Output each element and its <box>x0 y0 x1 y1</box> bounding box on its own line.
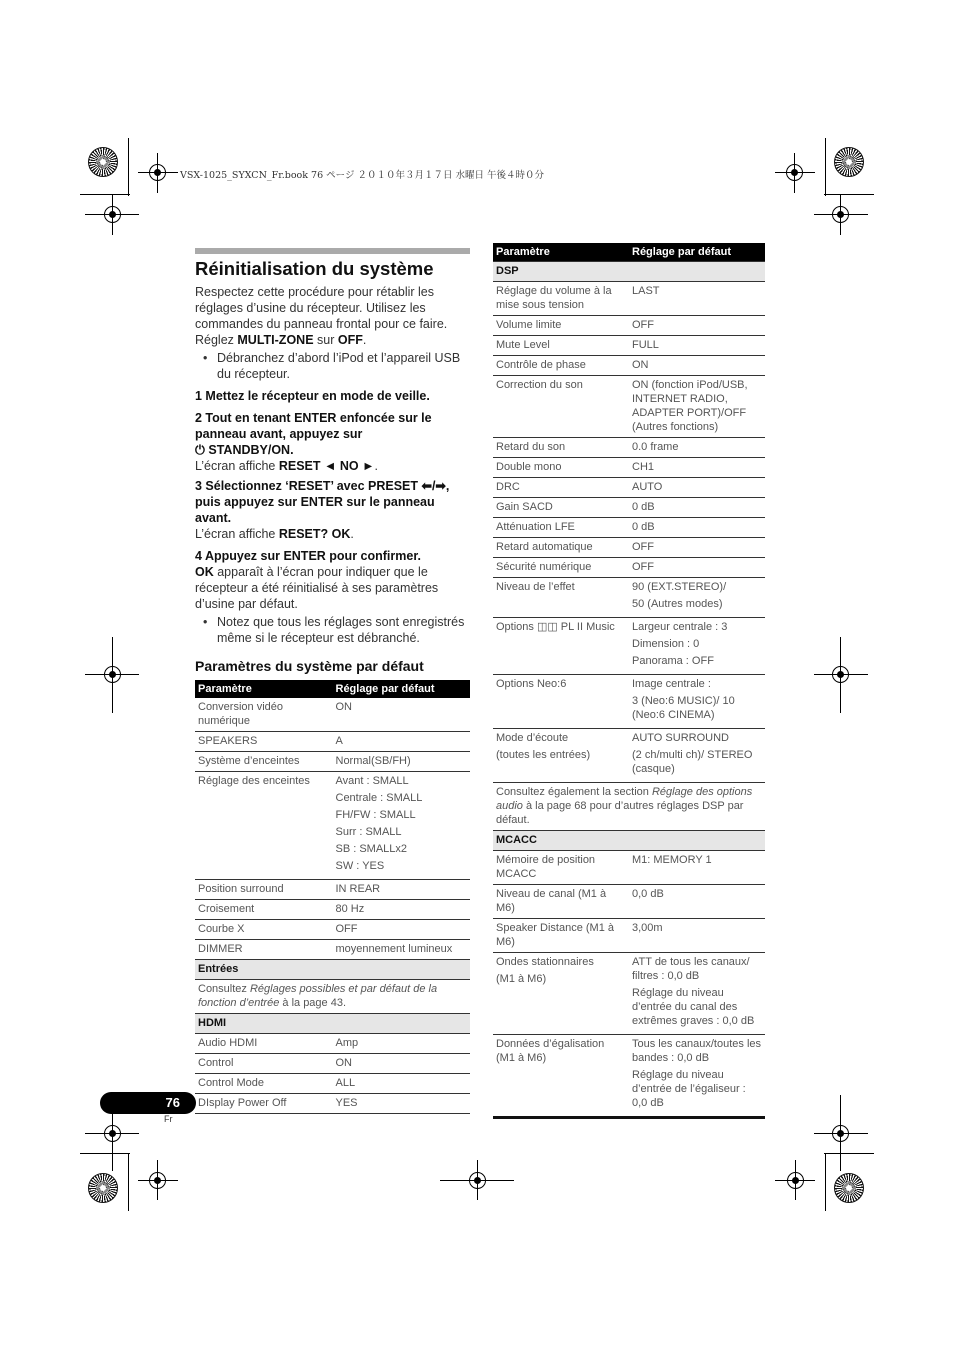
table-row <box>493 478 765 498</box>
cell-param: Options ◫◫ PL II Music <box>493 618 629 675</box>
cell-param: Control Mode <box>195 1074 333 1094</box>
table-row <box>493 729 765 783</box>
section-subtitle: Paramètres du système par défaut <box>195 658 424 674</box>
cell-value: 3,00m <box>629 919 765 953</box>
section-label: Entrées <box>195 960 470 980</box>
table-row <box>195 752 470 772</box>
value-line: Largeur centrale : 3 <box>632 621 728 633</box>
cell-param: Control <box>195 1054 333 1074</box>
intro-text: . <box>362 333 367 347</box>
note-text: L’écran affiche <box>195 527 279 541</box>
cell-param: Speaker Distance (M1 à M6) <box>493 919 629 953</box>
print-header: VSX-1025_SYXCN_Fr.book 76 ページ ２０１０年３月１７日 水曜日 午後４時０分 <box>180 170 545 181</box>
table-row <box>195 698 470 732</box>
defaults-table-1 <box>195 680 470 1114</box>
cell-param: DRC <box>493 478 629 498</box>
cell-param: Système d’enceintes <box>195 752 333 772</box>
cell-value: ON <box>629 356 765 376</box>
cell-param: Retard du son <box>493 438 629 458</box>
left-column <box>195 248 470 1114</box>
cell-value: 0 dB <box>629 518 765 538</box>
step-2-note <box>195 458 470 474</box>
table-row <box>195 772 470 880</box>
section-label: HDMI <box>195 1014 470 1034</box>
note-text: . <box>374 459 378 473</box>
crosshair-icon <box>85 637 139 713</box>
table-row <box>195 732 470 752</box>
intro-bold: OFF <box>337 333 363 347</box>
crosshair-icon <box>775 153 815 193</box>
value-line: ATT de tous les canaux/ filtres : 0,0 dB <box>632 956 750 982</box>
param-line: (M1 à M6) <box>496 973 547 985</box>
table-row <box>195 880 470 900</box>
table-row <box>195 1034 470 1054</box>
value-line: 90 (EXT.STEREO)/ <box>632 581 727 593</box>
step-4-note <box>195 564 470 612</box>
registration-sunburst-icon <box>88 1173 118 1203</box>
cell-param: DIMMER <box>195 940 333 960</box>
crosshair-icon <box>440 1160 514 1200</box>
cell-param: Options Neo:6 <box>493 675 629 729</box>
cell-param: DIsplay Power Off <box>195 1094 333 1114</box>
cell-value <box>629 618 765 675</box>
language-label: Fr <box>164 1114 173 1124</box>
value-line: Surr : SMALL <box>335 826 402 838</box>
note-text: Consultez <box>198 983 250 995</box>
intro-text: Respectez cette procédure pour rétablir les réglages d’usine du récepteur. Utilisez les commandes du panneau frontal pour ce faire. Réglez <box>195 285 448 347</box>
cell-param: Double mono <box>493 458 629 478</box>
cell-param: Données d’égalisation (M1 à M6) <box>493 1035 629 1118</box>
page-number-badge <box>100 1092 196 1114</box>
right-column <box>493 243 765 1119</box>
cell-value: YES <box>333 1094 471 1114</box>
cell-value: moyennement lumineux <box>333 940 471 960</box>
crosshair-icon <box>814 1095 868 1171</box>
value-line: AUTO SURROUND <box>632 732 729 744</box>
cell-param: Niveau de canal (M1 à M6) <box>493 885 629 919</box>
trim-mark <box>825 138 826 196</box>
value-line: (2 ch/multi ch)/ STEREO (casque) <box>632 749 753 775</box>
table-header <box>195 680 470 698</box>
cell-param: Courbe X <box>195 920 333 940</box>
param-line: Ondes stationnaires <box>496 956 594 968</box>
registration-sunburst-icon <box>834 1173 864 1203</box>
table-row <box>493 438 765 458</box>
cell-value: LAST <box>629 282 765 316</box>
cell-value <box>629 729 765 783</box>
value-line: Centrale : SMALL <box>335 792 423 804</box>
cell-value: OFF <box>629 558 765 578</box>
intro-bold: MULTI-ZONE <box>237 333 314 347</box>
value-line: Image centrale : <box>632 678 711 690</box>
step-2b <box>195 442 470 458</box>
table-row <box>493 316 765 336</box>
cell-value: OFF <box>629 538 765 558</box>
note-text: apparaît à l’écran pour indiquer que le récepteur a été réinitialisé à ses paramètres d’usine par défaut. <box>195 565 439 611</box>
cell-param: Réglage du volume à la mise sous tension <box>493 282 629 316</box>
cell-value: Amp <box>333 1034 471 1054</box>
table-row <box>493 558 765 578</box>
trim-mark <box>128 138 129 196</box>
cell-value: M1: MEMORY 1 <box>629 851 765 885</box>
table-row <box>493 675 765 729</box>
registration-sunburst-icon <box>834 147 864 177</box>
table-note <box>195 980 470 1014</box>
value-line: Réglage du niveau d’entrée de l’égaliseur : 0,0 dB <box>632 1069 746 1109</box>
cell-param: Gain SACD <box>493 498 629 518</box>
table-row <box>493 518 765 538</box>
table-row <box>493 498 765 518</box>
note-bold: OK <box>195 565 214 579</box>
cell-value <box>333 772 471 880</box>
note-text: Consultez également la section <box>496 786 652 798</box>
cell-value <box>629 675 765 729</box>
crosshair-icon <box>814 637 868 713</box>
cell-value: IN REAR <box>333 880 471 900</box>
value-line: Panorama : OFF <box>632 655 714 667</box>
cell-param: Niveau de l’effet <box>493 578 629 618</box>
cell-value: 0,0 dB <box>629 885 765 919</box>
cell-value: OFF <box>333 920 471 940</box>
cell-value: FULL <box>629 336 765 356</box>
step-3: 3 Sélectionnez ‘RESET’ avec PRESET ⬅/➡, puis appuyez sur ENTER sur le panneau avant. <box>195 479 450 525</box>
value-line: 3 (Neo:6 MUSIC)/ 10 (Neo:6 CINEMA) <box>632 695 735 721</box>
value-line: FH/FW : SMALL <box>335 809 416 821</box>
cell-param: Volume limite <box>493 316 629 336</box>
intro-text: sur <box>313 333 338 347</box>
table-row <box>493 953 765 1035</box>
cell-param: Mute Level <box>493 336 629 356</box>
table-row <box>493 578 765 618</box>
table-row <box>493 885 765 919</box>
step-4: 4 Appuyez sur ENTER pour confirmer. <box>195 549 421 563</box>
note-bold: RESET ◄ NO ► <box>278 459 375 473</box>
cell-value: A <box>333 732 471 752</box>
bullet-item: • Notez que tous les réglages sont enregistrés même si le récepteur est débranché. <box>195 614 470 646</box>
section-label: MCACC <box>493 831 765 851</box>
cell-param: Sécurité numérique <box>493 558 629 578</box>
page-number: 76 <box>165 1095 180 1110</box>
page-title: Réinitialisation du système <box>195 258 434 279</box>
defaults-table-2 <box>493 243 765 1119</box>
crosshair-icon <box>775 1160 815 1200</box>
cell-value: OFF <box>629 316 765 336</box>
note-italic: Réglage des options audio <box>496 786 753 812</box>
table-section <box>493 262 765 282</box>
cell-param: Position surround <box>195 880 333 900</box>
note-italic: Réglages possibles et par défaut de la fonction d’entrée <box>198 983 438 1009</box>
cell-param <box>493 729 629 783</box>
cell-param: Conversion vidéo numérique <box>195 698 333 732</box>
registration-sunburst-icon <box>88 147 118 177</box>
note-cell <box>493 783 765 831</box>
table-row <box>493 851 765 885</box>
note-cell <box>195 980 470 1014</box>
cell-param: Correction du son <box>493 376 629 438</box>
value-line: SW : YES <box>335 860 385 872</box>
table-header <box>493 243 765 262</box>
step-3-note <box>195 526 470 542</box>
cell-param: Contrôle de phase <box>493 356 629 376</box>
cell-param <box>493 953 629 1035</box>
value-line: SB : SMALLx2 <box>335 843 408 855</box>
step-2: 2 Tout en tenant ENTER enfoncée sur le panneau avant, appuyez sur <box>195 411 432 441</box>
col-header: Paramètre <box>195 680 333 698</box>
table-note <box>493 783 765 831</box>
table-row <box>493 618 765 675</box>
title-bar <box>195 248 470 254</box>
param-line: (toutes les entrées) <box>496 749 591 761</box>
note-text: à la page 43. <box>279 997 347 1009</box>
cell-value: ON <box>333 1054 471 1074</box>
cell-value: 80 Hz <box>333 900 471 920</box>
section-label: DSP <box>493 262 765 282</box>
cell-param: Audio HDMI <box>195 1034 333 1054</box>
table-row <box>195 900 470 920</box>
value-line: Tous les canaux/toutes les bandes : 0,0 dB <box>632 1038 762 1064</box>
table-row <box>195 940 470 960</box>
table-row <box>493 538 765 558</box>
cell-param: Mémoire de position MCACC <box>493 851 629 885</box>
standby-icon: ⏻ <box>195 443 205 457</box>
crosshair-icon <box>85 195 139 235</box>
cell-value <box>629 953 765 1035</box>
table-row <box>493 458 765 478</box>
col-header: Réglage par défaut <box>333 680 471 698</box>
crosshair-icon <box>138 1160 178 1200</box>
value-line: Réglage du niveau d’entrée du canal des extrêmes graves : 0,0 dB <box>632 987 755 1027</box>
cell-value: ALL <box>333 1074 471 1094</box>
cell-value <box>629 578 765 618</box>
cell-value: ON (fonction iPod/USB, INTERNET RADIO, ADAPTER PORT)/OFF (Autres fonctions) <box>629 376 765 438</box>
table-row <box>493 376 765 438</box>
table-row <box>493 919 765 953</box>
cell-param: Atténuation LFE <box>493 518 629 538</box>
note-text: L’écran affiche <box>195 459 279 473</box>
cell-param: Réglage des enceintes <box>195 772 333 880</box>
cell-value: Normal(SB/FH) <box>333 752 471 772</box>
table-section <box>195 1014 470 1034</box>
step-2b-label: STANDBY/ON. <box>208 443 294 457</box>
value-line: Dimension : 0 <box>632 638 700 650</box>
crosshair-icon <box>814 195 868 235</box>
intro-paragraph <box>195 284 470 348</box>
col-header: Paramètre <box>493 243 629 262</box>
value-line: Avant : SMALL <box>335 775 409 787</box>
table-row <box>493 282 765 316</box>
cell-value: 0 dB <box>629 498 765 518</box>
cell-param: Retard automatique <box>493 538 629 558</box>
param-line: Mode d’écoute <box>496 732 569 744</box>
note-bold: RESET? OK <box>278 527 351 541</box>
table-row <box>195 1074 470 1094</box>
table-row <box>493 336 765 356</box>
col-header: Réglage par défaut <box>629 243 765 262</box>
step-1: 1 Mettez le récepteur en mode de veille. <box>195 389 430 403</box>
bullet-item: • Débranchez d’abord l’iPod et l’appareil USB du récepteur. <box>195 350 470 382</box>
table-section <box>493 831 765 851</box>
cell-param: SPEAKERS <box>195 732 333 752</box>
cell-value: CH1 <box>629 458 765 478</box>
table-section <box>195 960 470 980</box>
cell-value <box>629 1035 765 1118</box>
cell-param: Croisement <box>195 900 333 920</box>
table-row <box>493 1035 765 1118</box>
note-text: à la page 68 pour d’autres réglages DSP par défaut. <box>496 800 744 826</box>
table-row <box>195 1054 470 1074</box>
table-row <box>195 1094 470 1114</box>
cell-value: 0.0 frame <box>629 438 765 458</box>
value-line: 50 (Autres modes) <box>632 598 723 610</box>
crosshair-icon <box>138 153 178 193</box>
table-row <box>493 356 765 376</box>
table-row <box>195 920 470 940</box>
cell-value: ON <box>333 698 471 732</box>
cell-value: AUTO <box>629 478 765 498</box>
note-text: . <box>350 527 354 541</box>
